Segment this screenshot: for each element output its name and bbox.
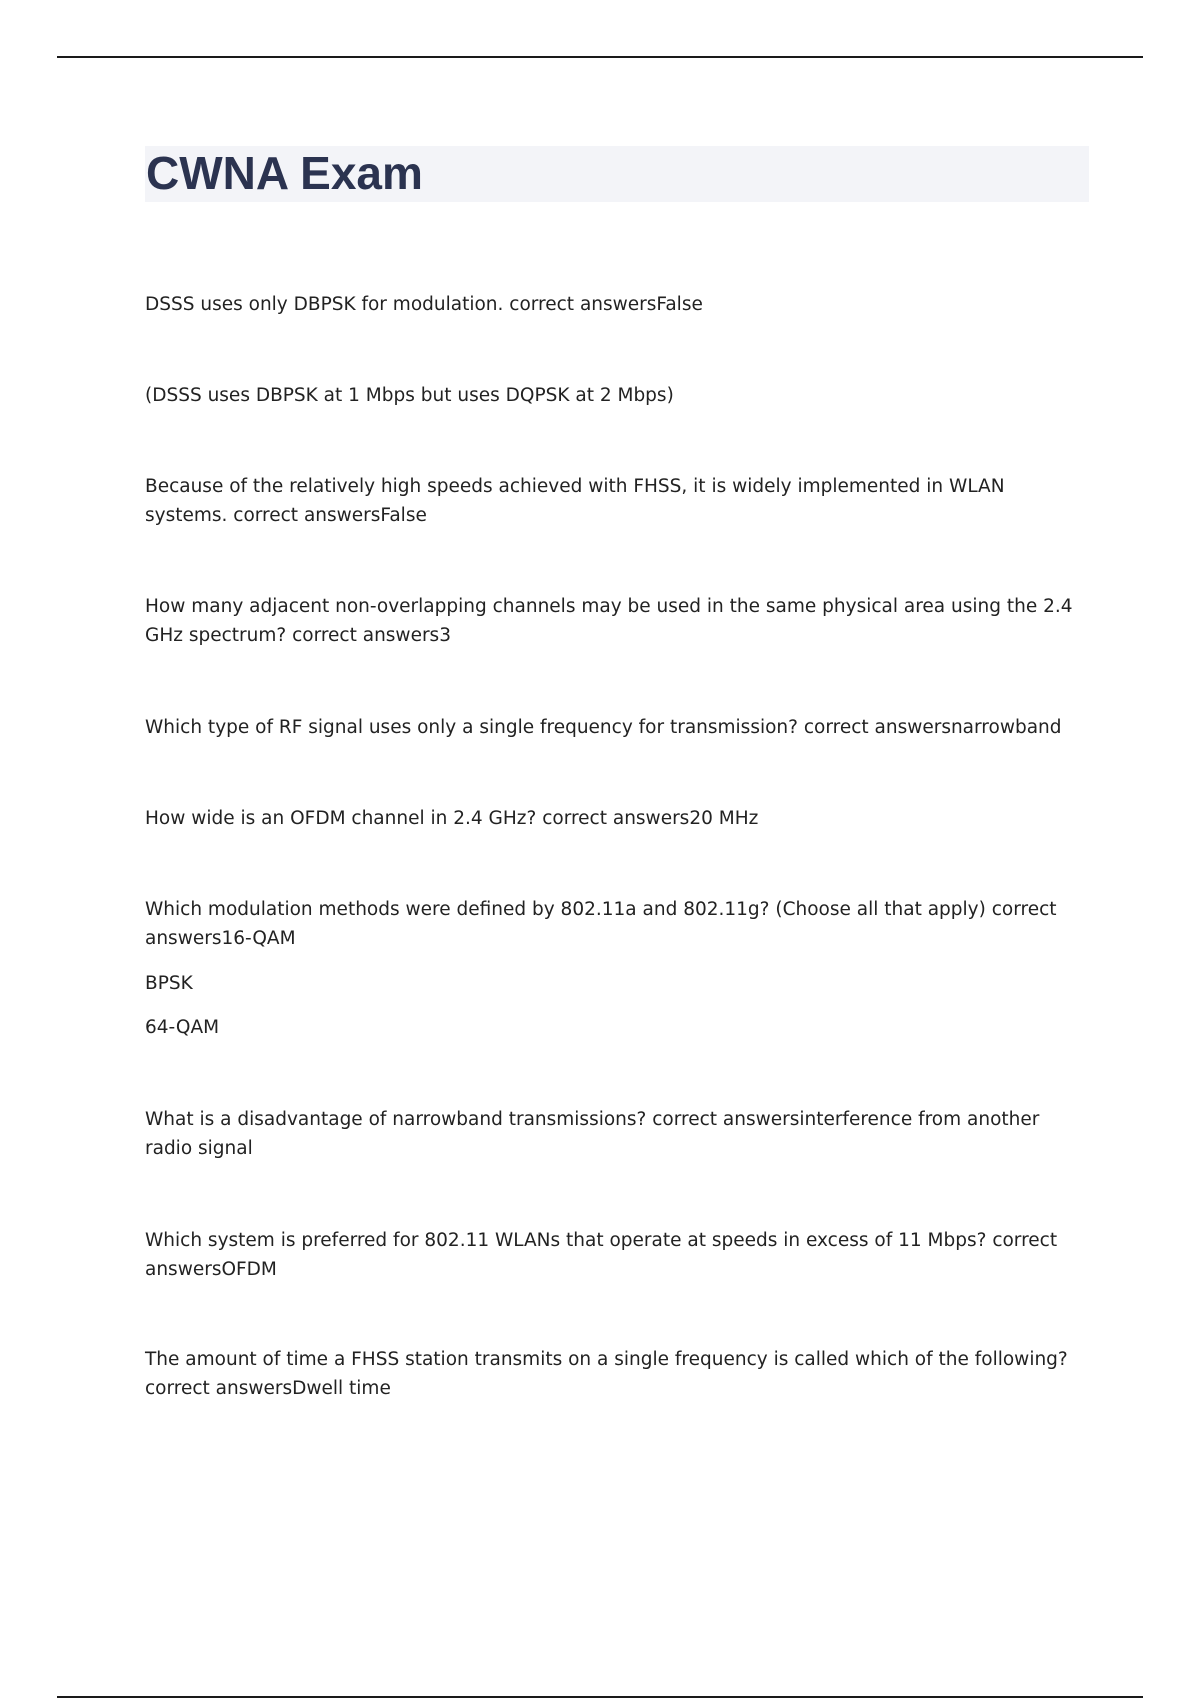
top-rule xyxy=(57,56,1143,58)
page-title: CWNA Exam xyxy=(146,147,423,199)
qa-item: How wide is an OFDM channel in 2.4 GHz? correct answers20 MHz xyxy=(145,808,759,829)
qa-subanswer: 64-QAM xyxy=(145,1017,220,1038)
qa-item: How many adjacent non-overlapping channels may be used in the same physical area using the 2.4 GHz spectrum? correct answers3 xyxy=(145,596,1073,646)
qa-item: Which type of RF signal uses only a single frequency for transmission? correct answersnarrowband xyxy=(145,717,1062,738)
qa-subanswer: BPSK xyxy=(145,973,193,994)
qa-item: Because of the relatively high speeds achieved with FHSS, it is widely implemented in WLAN systems. correct answersFalse xyxy=(145,476,1005,526)
qa-item: DSSS uses only DBPSK for modulation. correct answersFalse xyxy=(145,294,703,315)
qa-item: What is a disadvantage of narrowband transmissions? correct answersinterference from another radio signal xyxy=(145,1109,1040,1159)
qa-item: Which system is preferred for 802.11 WLANs that operate at speeds in excess of 11 Mbps? correct answersOFDM xyxy=(145,1230,1058,1280)
qa-item: The amount of time a FHSS station transmits on a single frequency is called which of the following? correct answersDwell time xyxy=(145,1349,1068,1399)
qa-item: (DSSS uses DBPSK at 1 Mbps but uses DQPSK at 2 Mbps) xyxy=(145,385,674,406)
bottom-rule xyxy=(57,1696,1143,1698)
qa-item: Which modulation methods were defined by 802.11a and 802.11g? (Choose all that apply) correct answers16-QAM xyxy=(145,899,1057,949)
